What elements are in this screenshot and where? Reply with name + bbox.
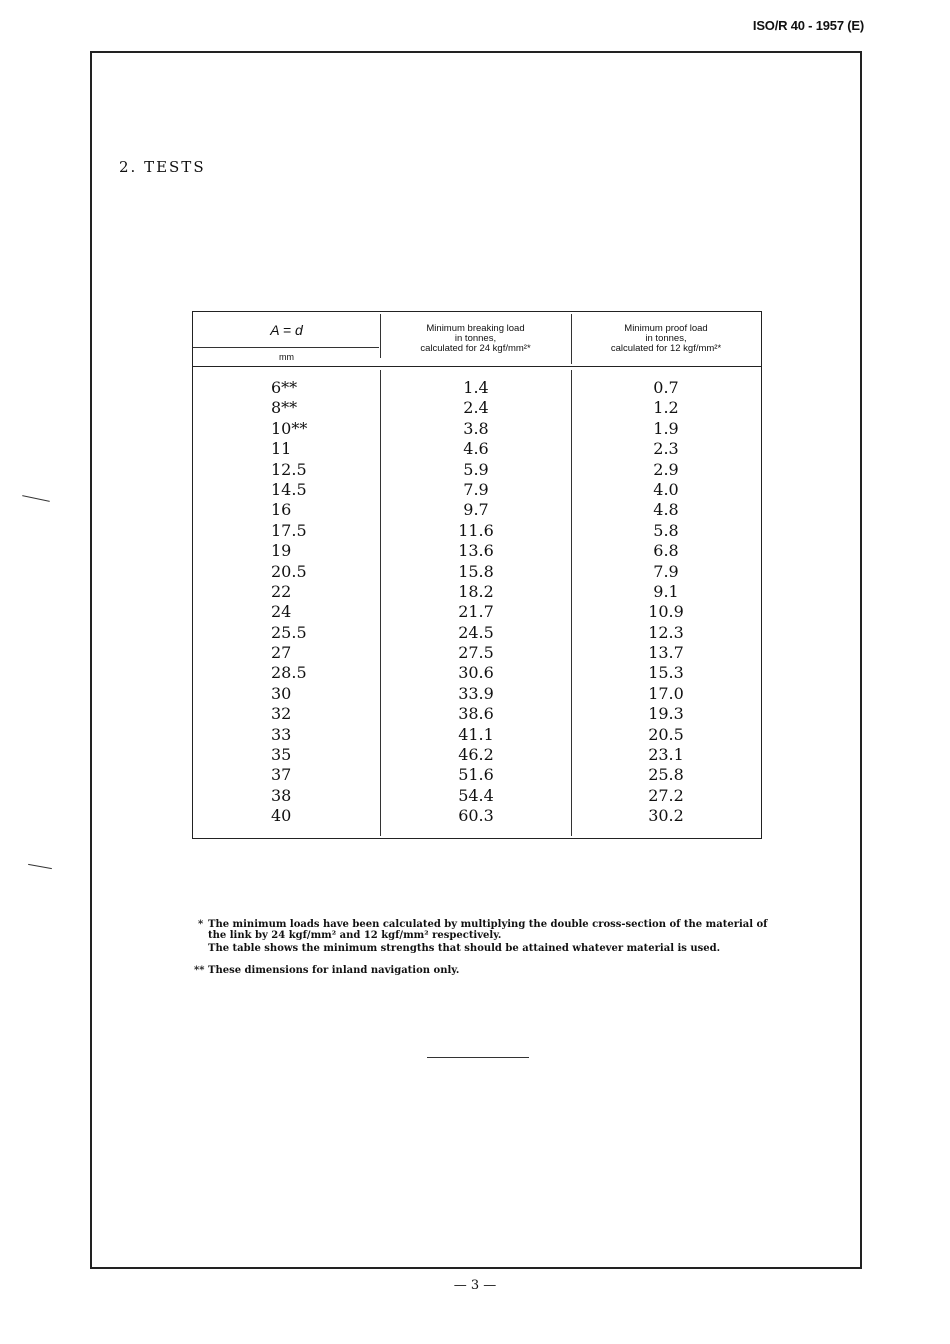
footnotes <box>196 919 776 976</box>
cell-proof-load: 12.3 <box>648 622 684 642</box>
cell-proof-load: 7.9 <box>653 561 679 581</box>
col2-header-line: calculated for 24 kgf/mm²* <box>420 343 531 354</box>
cell-diameter: 11 <box>271 439 292 459</box>
cell-proof-load: 13.7 <box>648 643 684 663</box>
table-row <box>193 663 761 683</box>
col2-header <box>380 324 571 354</box>
col3-header <box>571 324 761 354</box>
table-row <box>193 806 761 826</box>
cell-proof-load: 1.2 <box>653 398 679 418</box>
cell-diameter: 6** <box>271 378 298 397</box>
header-sub-divider <box>193 347 379 348</box>
table-row <box>193 786 761 806</box>
cell-diameter: 28.5 <box>271 663 307 683</box>
table-row <box>193 541 761 561</box>
end-rule <box>427 1057 529 1058</box>
table-row <box>193 582 761 602</box>
table-row <box>193 765 761 785</box>
cell-breaking-load: 38.6 <box>458 704 494 724</box>
cell-breaking-load: 13.6 <box>458 541 494 561</box>
footnote-2-text: These dimensions for inland navigation only. <box>208 965 460 976</box>
cell-breaking-load: 46.2 <box>458 745 494 765</box>
cell-proof-load: 25.8 <box>648 765 684 785</box>
cell-proof-load: 10.9 <box>648 602 684 622</box>
col1-unit: mm <box>279 352 294 362</box>
cell-diameter: 33 <box>271 724 292 744</box>
cell-breaking-load: 21.7 <box>458 602 494 622</box>
column-divider <box>380 314 381 358</box>
cell-diameter: 22 <box>271 581 292 601</box>
footnote-1-mark: * <box>198 919 204 930</box>
cell-proof-load: 4.8 <box>653 500 679 520</box>
cell-proof-load: 5.8 <box>653 520 679 540</box>
table-row <box>193 745 761 765</box>
table-row <box>193 460 761 480</box>
table-row <box>193 378 761 398</box>
footnote-2 <box>196 965 776 976</box>
table-row <box>193 419 761 439</box>
cell-diameter: 30 <box>271 683 292 703</box>
cell-breaking-load: 18.2 <box>458 581 494 601</box>
table-row <box>193 643 761 663</box>
cell-breaking-load: 7.9 <box>463 479 489 499</box>
cell-breaking-load: 33.9 <box>458 683 494 703</box>
header-divider <box>193 366 761 367</box>
cell-diameter: 38 <box>271 785 292 805</box>
page-number: — 3 — <box>453 1278 497 1293</box>
cell-diameter: 37 <box>271 765 292 785</box>
cell-breaking-load: 51.6 <box>458 765 494 785</box>
cell-diameter: 20.5 <box>271 561 307 581</box>
cell-diameter: 19 <box>271 541 292 561</box>
cell-breaking-load: 15.8 <box>458 561 494 581</box>
cell-breaking-load: 24.5 <box>458 622 494 642</box>
cell-breaking-load: 4.6 <box>463 439 489 459</box>
cell-proof-load: 23.1 <box>648 745 684 765</box>
table-row <box>193 602 761 622</box>
cell-proof-load: 1.9 <box>653 418 679 438</box>
col3-header-line: calculated for 12 kgf/mm²* <box>610 343 722 354</box>
table-row <box>193 623 761 643</box>
margin-mark <box>22 495 50 502</box>
cell-diameter: 17.5 <box>271 520 307 540</box>
cell-proof-load: 9.1 <box>653 581 679 601</box>
table-row <box>193 439 761 459</box>
table-row <box>193 562 761 582</box>
footnote-line: The minimum loads have been calculated by multiplying the double cross-section of the material of <box>208 919 768 930</box>
table-row <box>193 704 761 724</box>
cell-diameter: 25.5 <box>271 622 307 642</box>
cell-breaking-load: 3.8 <box>463 418 489 438</box>
cell-breaking-load: 27.5 <box>458 643 494 663</box>
cell-breaking-load: 5.9 <box>463 459 489 479</box>
footnote-2-mark: ** <box>194 965 205 976</box>
cell-breaking-load: 60.3 <box>458 806 494 826</box>
footnote-line: The table shows the minimum strengths that should be attained whatever material is used. <box>208 943 721 954</box>
section-title: 2. TESTS <box>119 158 206 176</box>
cell-proof-load: 30.2 <box>648 806 684 826</box>
load-table <box>192 311 762 839</box>
cell-proof-load: 19.3 <box>648 704 684 724</box>
cell-diameter: 12.5 <box>271 459 307 479</box>
cell-breaking-load: 41.1 <box>458 724 494 744</box>
cell-proof-load: 2.9 <box>653 459 679 479</box>
column-divider <box>571 314 572 364</box>
margin-mark <box>28 864 52 869</box>
footnote-line: the link by 24 kgf/mm² and 12 kgf/mm² respectively. <box>208 930 502 941</box>
cell-diameter: 16 <box>271 500 292 520</box>
table-row <box>193 725 761 745</box>
cell-diameter: 10** <box>271 418 308 438</box>
col3-header-line: Minimum proof load <box>624 323 708 334</box>
cell-breaking-load: 30.6 <box>458 663 494 683</box>
col3-header-line: in tonnes, <box>645 333 687 344</box>
cell-breaking-load: 2.4 <box>463 398 489 418</box>
cell-diameter: 40 <box>271 806 292 826</box>
cell-proof-load: 4.0 <box>653 479 679 499</box>
table-body <box>193 378 761 827</box>
cell-breaking-load: 54.4 <box>458 785 494 805</box>
cell-breaking-load: 9.7 <box>463 500 489 520</box>
col1-header: A = d <box>270 322 303 338</box>
document-id: ISO/R 40 - 1957 (E) <box>752 18 864 33</box>
cell-diameter: 35 <box>271 745 292 765</box>
col2-header-line: in tonnes, <box>454 333 497 344</box>
cell-proof-load: 17.0 <box>648 683 684 703</box>
table-row <box>193 500 761 520</box>
cell-proof-load: 6.8 <box>653 541 679 561</box>
cell-proof-load: 2.3 <box>653 439 679 459</box>
footnote-1 <box>196 919 776 954</box>
cell-diameter: 27 <box>271 643 292 663</box>
cell-diameter: 14.5 <box>271 479 307 499</box>
table-row <box>193 521 761 541</box>
table-row <box>193 480 761 500</box>
table-row <box>193 398 761 418</box>
cell-breaking-load: 1.4 <box>463 378 489 397</box>
cell-proof-load: 15.3 <box>648 663 684 683</box>
cell-diameter: 24 <box>271 602 292 622</box>
cell-proof-load: 27.2 <box>648 785 684 805</box>
cell-proof-load: 20.5 <box>648 724 684 744</box>
col2-header-line: Minimum breaking load <box>426 323 525 334</box>
cell-proof-load: 0.7 <box>653 378 679 397</box>
cell-diameter: 32 <box>271 704 292 724</box>
cell-diameter: 8** <box>271 398 298 418</box>
table-row <box>193 684 761 704</box>
cell-breaking-load: 11.6 <box>458 520 494 540</box>
